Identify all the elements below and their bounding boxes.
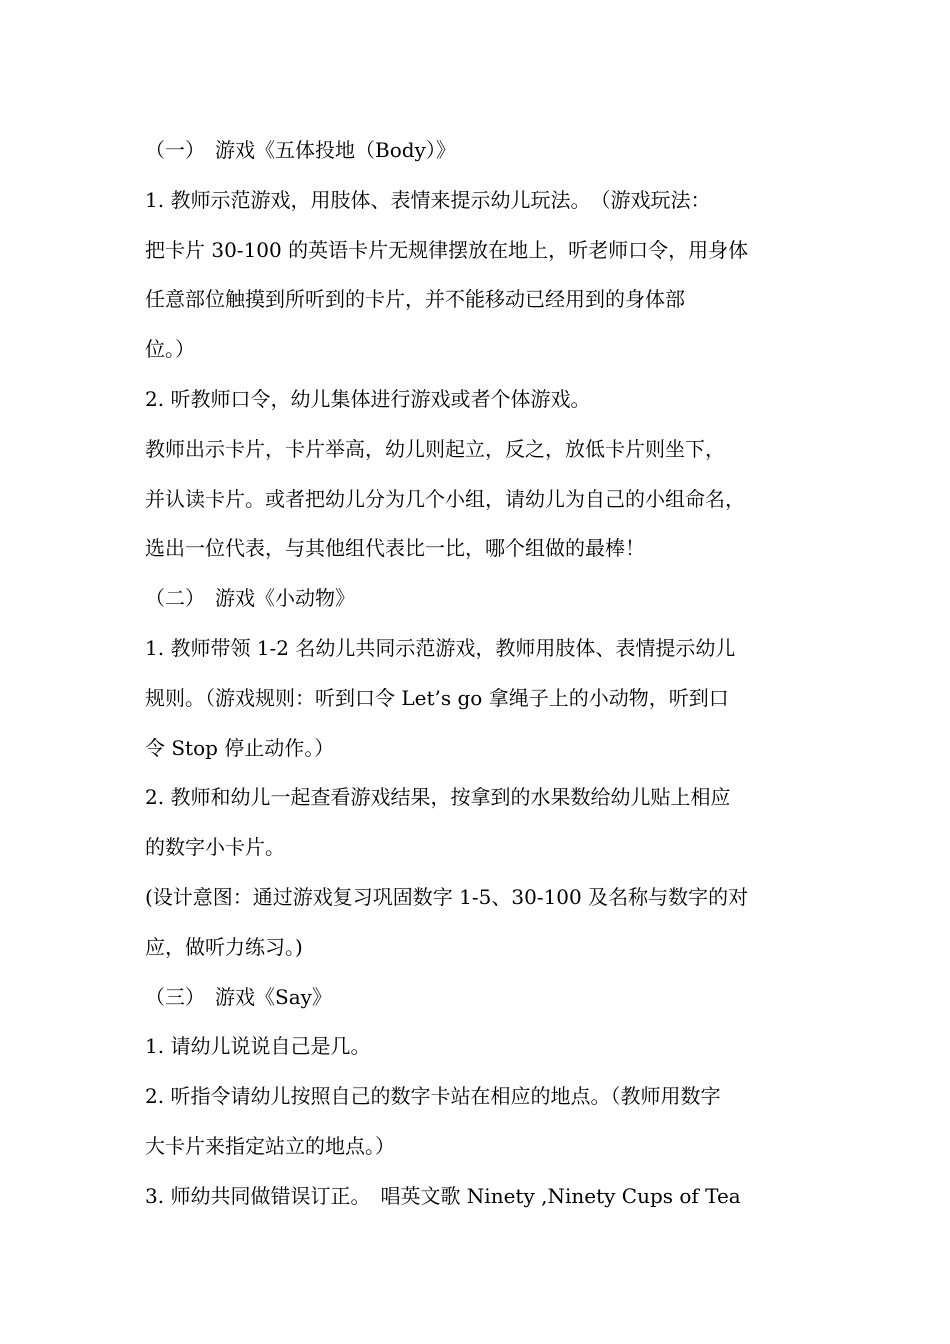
paragraph-line: 任意部位触摸到所听到的卡片，并不能移动已经用到的身体部 <box>145 287 685 312</box>
section-heading-3: （三） 游戏《Say》 <box>145 984 332 1009</box>
paragraph-line: 2. 听指令请幼儿按照自己的数字卡站在相应的地点。（教师用数字 <box>145 1084 721 1109</box>
paragraph-line: 选出一位代表，与其他组代表比一比，哪个组做的最棒！ <box>145 536 645 561</box>
section-heading-2: （二） 游戏《小动物》 <box>145 586 355 611</box>
paragraph-line: 大卡片来指定站立的地点。） <box>145 1133 395 1158</box>
paragraph-line: 3. 师幼共同做错误订正。 唱英文歌 Ninety ,Ninety Cups of Tea <box>145 1183 741 1208</box>
paragraph-line: 规则。（游戏规则：听到口令 Let’s go 拿绳子上的小动物，听到口 <box>145 685 729 710</box>
paragraph-line: 的数字小卡片。 <box>145 835 285 860</box>
paragraph-line: 令 Stop 停止动作。） <box>145 735 335 760</box>
paragraph-line: 1. 请幼儿说说自己是几。 <box>145 1034 371 1059</box>
paragraph-line: 2. 听教师口令，幼儿集体进行游戏或者个体游戏。 <box>145 386 591 411</box>
paragraph-line: 教师出示卡片，卡片举高，幼儿则起立，反之，放低卡片则坐下， <box>145 436 725 461</box>
paragraph-line: 位。） <box>145 337 195 362</box>
paragraph-line: 1. 教师带领 1-2 名幼儿共同示范游戏，教师用肢体、表情提示幼儿 <box>145 635 736 660</box>
paragraph-line: 并认读卡片。或者把幼儿分为几个小组，请幼儿为自己的小组命名， <box>145 486 745 511</box>
paragraph-line: (设计意图：通过游戏复习巩固数字 1-5、30-100 及名称与数字的对 <box>145 884 749 909</box>
section-heading-1: （一） 游戏《五体投地（Body）》 <box>145 138 456 162</box>
paragraph-line: 应，做听力练习。) <box>145 934 303 959</box>
paragraph-line: 2. 教师和幼儿一起查看游戏结果，按拿到的水果数给幼儿贴上相应 <box>145 785 731 810</box>
paragraph-line: 1. 教师示范游戏，用肢体、表情来提示幼儿玩法。 （游戏玩法： <box>145 187 711 212</box>
paragraph-line: 把卡片 30-100 的英语卡片无规律摆放在地上，听老师口令，用身体 <box>145 237 749 262</box>
